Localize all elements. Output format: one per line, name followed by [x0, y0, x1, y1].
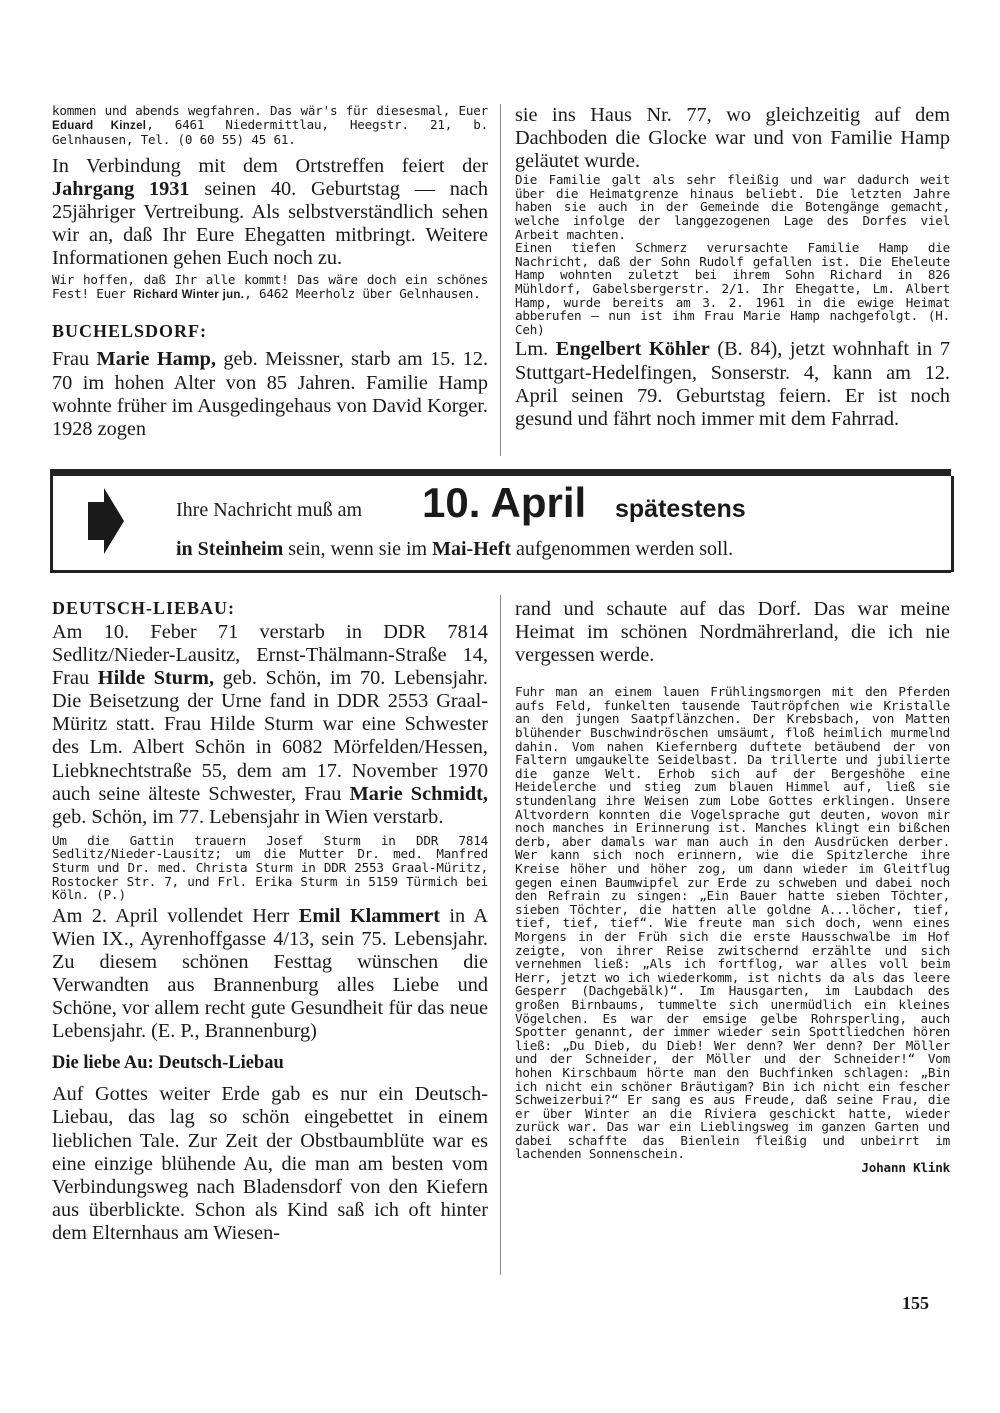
column-divider-bottom: [500, 595, 501, 1275]
winter-address: , 6462 Meerholz über Gelnhausen.: [244, 285, 481, 301]
koehler-text-2: (B. 84), jetzt wohnhaft in 7 Stuttgart-Hedelfingen, Sonserstr. 4, kann am 12. April seinen 79. Geburtstag feiern. Er ist noch gesund und fährt noch immer mit dem Fahrrad.: [515, 338, 950, 430]
sturm-text-3: geb. Schön, im 77. Lebensjahr in Wien verstarb.: [52, 805, 444, 828]
kinzel-name: Eduard Kinzel: [52, 119, 147, 132]
hamp-text-2: geb. Meissner, starb am 15. 12. 70 im hohen Alter von 85 Jahren. Familie Hamp wohnte früher im Ausgedingehaus von David Korger. 1928 zogen: [52, 348, 489, 440]
hamp-house-paragraph: sie ins Haus Nr. 77, wo gleichzeitig auf dem Dachboden die Glocke war und von Familie Hamp geläutet wurde.: [515, 104, 950, 173]
hamp-grief-paragraph: Einen tiefen Schmerz verursachte Familie Hamp die Nachricht, daß der Sohn Rudolf gefallen ist. Die Eheleute Hamp wohnten zuletzt bei ihrem Sohn Richard in 826 Mühldorf, Gabelsbergerstr. 2/1. Ihr Ehegatte, Lm. Albert Hamp, wurde bereits am 3. 2. 1961 in die ewige Heimat abberufen – nun ist ihm Frau Marie Hamp nachgefolgt. (H. Ceh): [515, 240, 950, 337]
fruehling-paragraph: Fuhr man an einem lauen Frühlingsmorgen mit den Pferden aufs Feld, funkelten tausende Tautröpfchen wie Kristalle an den jungen Saatpflänzchen. Der Krebsbach, von Matten blühender Buschwindröschen umsäumt, floß heimlich murmelnd dahin. Vom nahen Kiefernberg duftete betäubend der von Faltern umgaukelte Seidelbast. Da trillerte und jubilierte die ganze Welt. Erhob sich auf der Bergeshöhe eine Heidelerche und stieg zum blauen Himmel auf, ließ sie stundenlang ihre Weisen zum Lobe Gottes erklingen. Unsere Altvordern konnten die Vogelsprache gut deuten, wovon mir noch manches in Erinnerung ist. Manches klingt ein bißchen derb, aber damals war man auch in den Ausdrücken derber. Wer kann sich noch erinnern, wie die Spitzlerche ihre Kreise höher und höher zog, um dann wieder im Gleitflug gegen einen Baumwipfel zur Erde zu schweben und dabei noch den Refrain zu singen: „Ein Bauer hatte sieben Töchter, sieben Töchter, die hatten alle goldne A...löcher, tief, tief, tief, tief“. Wie freute man sich doch, wenn eines Morgens in der Früh sich die erste Hausschwalbe im Hof zeigte, von ihrer Reise zwitschernd erzählte und sich vernehmen ließ: „Als ich fortflog, war alles voll beim Herr, jetzt wo ich wiederkomm, ist nichts da als das leere Gesperr (Dachgebälk)“. Im Hausgarten, im Laubdach des großen Birnbaums, tummelte sich unermüdlich ein kleines Vögelchen. Es war der emsige gelbe Rohrsperling, auch Spotter genannt, der immer wieder sein Spottliedchen hören ließ: „Du Dieb, du Dieb! Wer denn? Wer denn? Der Möller und der Schneider, der Möller und der Schneider!“ Vom hohen Kirschbaum hörte man den Buchfinken schlagen: „Bin ich nicht ein schöner Bräutigam? Bin ich nicht ein fescher Schweizerbui?“ Er sang es aus Freude, daß seine Frau, die er über Winter an die Riviera geschickt hatte, wieder zurück war. Das war ein Lieblingsweg im ganzen Garten und dabei schaffte das Bienlein fleißig und unbeirrt im lachenden Sonnenschein.: [515, 684, 950, 1162]
banner-mid: sein, wenn sie im: [283, 538, 433, 560]
sturm-mourners-paragraph: Um die Gattin trauern Josef Sturm in DDR 7814 Sedlitz/Nieder-Lausitz; um die Mutter Dr. med. Manfred Sturm und Dr. med. Christa Sturm in DDR 2553 Graal-Müritz, Rostocker Str. 7, und Frl. Erika Sturm in 5159 Türmich bei Köln. (P.): [52, 832, 488, 903]
bottom-right-column: [515, 598, 950, 1175]
buchelsdorf-heading: BUCHELSDORF:: [52, 321, 208, 342]
schmidt-name: Marie Schmidt,: [349, 782, 488, 805]
kinzel-address: , 6461 Niedermittlau, Heegstr. 21, b. Gelnhausen, Tel. (0 60 55) 45 61.: [52, 116, 489, 148]
koehler-name: Engelbert Köhler: [555, 338, 710, 361]
hamp-text-1: Frau: [52, 348, 97, 371]
banner-line2: [176, 538, 733, 561]
top-right-column: [515, 104, 950, 431]
banner-date: 10. April: [422, 479, 587, 526]
klammert-paragraph: [52, 905, 488, 1044]
klammert-text-2: in A Wien IX., Ayrenhoffgasse 4/13, sein 75. Lebensjahr. Zu diesem schönen Festtag wünschen die Verwandten aus Brannenburg alles Liebe und Schöne, vor allem recht gute Gesundheit für das neue Lebensjahr. (E. P., Brannenburg): [52, 904, 488, 1043]
winter-name: Richard Winter jun.: [133, 288, 245, 301]
hamp-paragraph: [52, 348, 488, 440]
page-number: 155: [902, 1293, 929, 1313]
deutsch-liebau-heading: DEUTSCH-LIEBAU:: [52, 598, 236, 618]
hamp-name: Marie Hamp,: [96, 348, 216, 371]
banner-line1-suffix: spätestens: [615, 495, 746, 523]
sturm-name: Hilde Sturm,: [97, 667, 215, 690]
bottom-left-column: [52, 597, 488, 1245]
hamp-family-paragraph: Die Familie galt als sehr fleißig und war dadurch weit über die Heimatgrenze hinaus beliebt. Die letzten Jahre haben sie auch in der Gemeinde die Botengänge gemacht, welche infolge der langgezogenen Lage des Dorfes viel Arbeit machten.: [515, 172, 950, 242]
koehler-text-1: Lm.: [515, 338, 556, 361]
banner-bottom-rule: [50, 570, 951, 573]
sturm-text-2: geb. Schön, im 70. Lebensjahr. Die Beisetzung der Urne fand in DDR 2553 Graal-Müritz statt. Frau Hilde Sturm war eine Schwester des Lm. Albert Schön in 6082 Mörfelden/Hessen, Liebknechtstraße 55, dem am 17. November 1970 auch seine älteste Schwester, Frau: [52, 667, 488, 805]
author-signature: Johann Klink: [861, 1160, 950, 1176]
banner-end: aufgenommen werden soll.: [510, 538, 734, 560]
jahrgang-bold: Jahrgang 1931: [52, 177, 190, 200]
klammert-text-1: Am 2. April vollendet Herr: [52, 904, 299, 927]
heimat-paragraph: rand und schaute auf das Dorf. Das war meine Heimat im schönen Nordmährerland, die ich nie vergessen werde.: [515, 598, 950, 667]
liebe-au-paragraph: Auf Gottes weiter Erde gab es nur ein Deutsch-Liebau, das lag so schön eingebettet in einem lieblichen Tale. Zur Zeit der Obstbaumblüte war es eine einzige blühende Au, die man am besten vom Verbindungsweg nach Bladensdorf von den Kiefern aus überblickte. Schon als Kind saß ich oft hinter dem Elternhaus am Wiesen-: [52, 1083, 488, 1244]
banner-issue: Mai-Heft: [432, 538, 511, 560]
banner-line1-prefix: Ihre Nachricht muß am: [176, 499, 363, 521]
winter-paragraph: [52, 273, 488, 302]
jahrgang-text-2: seinen 40. Geburtstag — nach 25jähriger Vertreibung. Als selbstverständlich sehen wir an, daß Ihr Eure Ehegatten mitbringt. Weitere Informationen gehen Euch noch zu.: [52, 177, 488, 270]
klammert-name: Emil Klammert: [298, 904, 440, 927]
liebe-au-heading: Die liebe Au: Deutsch-Liebau: [52, 1053, 284, 1074]
column-divider-top: [500, 104, 501, 456]
sturm-text-1: Am 10. Feber 71 verstarb in DDR 7814 Sedlitz/Nieder-Lausitz, Ernst-Thälmann-Straße 14, Frau: [52, 621, 488, 690]
jahrgang-paragraph: [52, 155, 488, 270]
banner-place: in Steinheim: [176, 538, 284, 560]
top-left-column: [52, 104, 488, 441]
banner-top-rule: [50, 469, 951, 476]
kinzel-paragraph: [52, 104, 488, 147]
koehler-paragraph: [515, 338, 950, 430]
kinzel-text: kommen und abends wegfahren. Das wär's für diesesmal, Euer: [52, 103, 488, 118]
winter-text: Wir hoffen, daß Ihr alle kommt! Das wäre doch ein schönes Fest! Euer: [52, 272, 488, 301]
arrow-right-icon: [80, 488, 124, 554]
sturm-paragraph: [52, 621, 488, 829]
jahrgang-text-1: In Verbindung mit dem Ortstreffen feiert der: [52, 154, 488, 177]
